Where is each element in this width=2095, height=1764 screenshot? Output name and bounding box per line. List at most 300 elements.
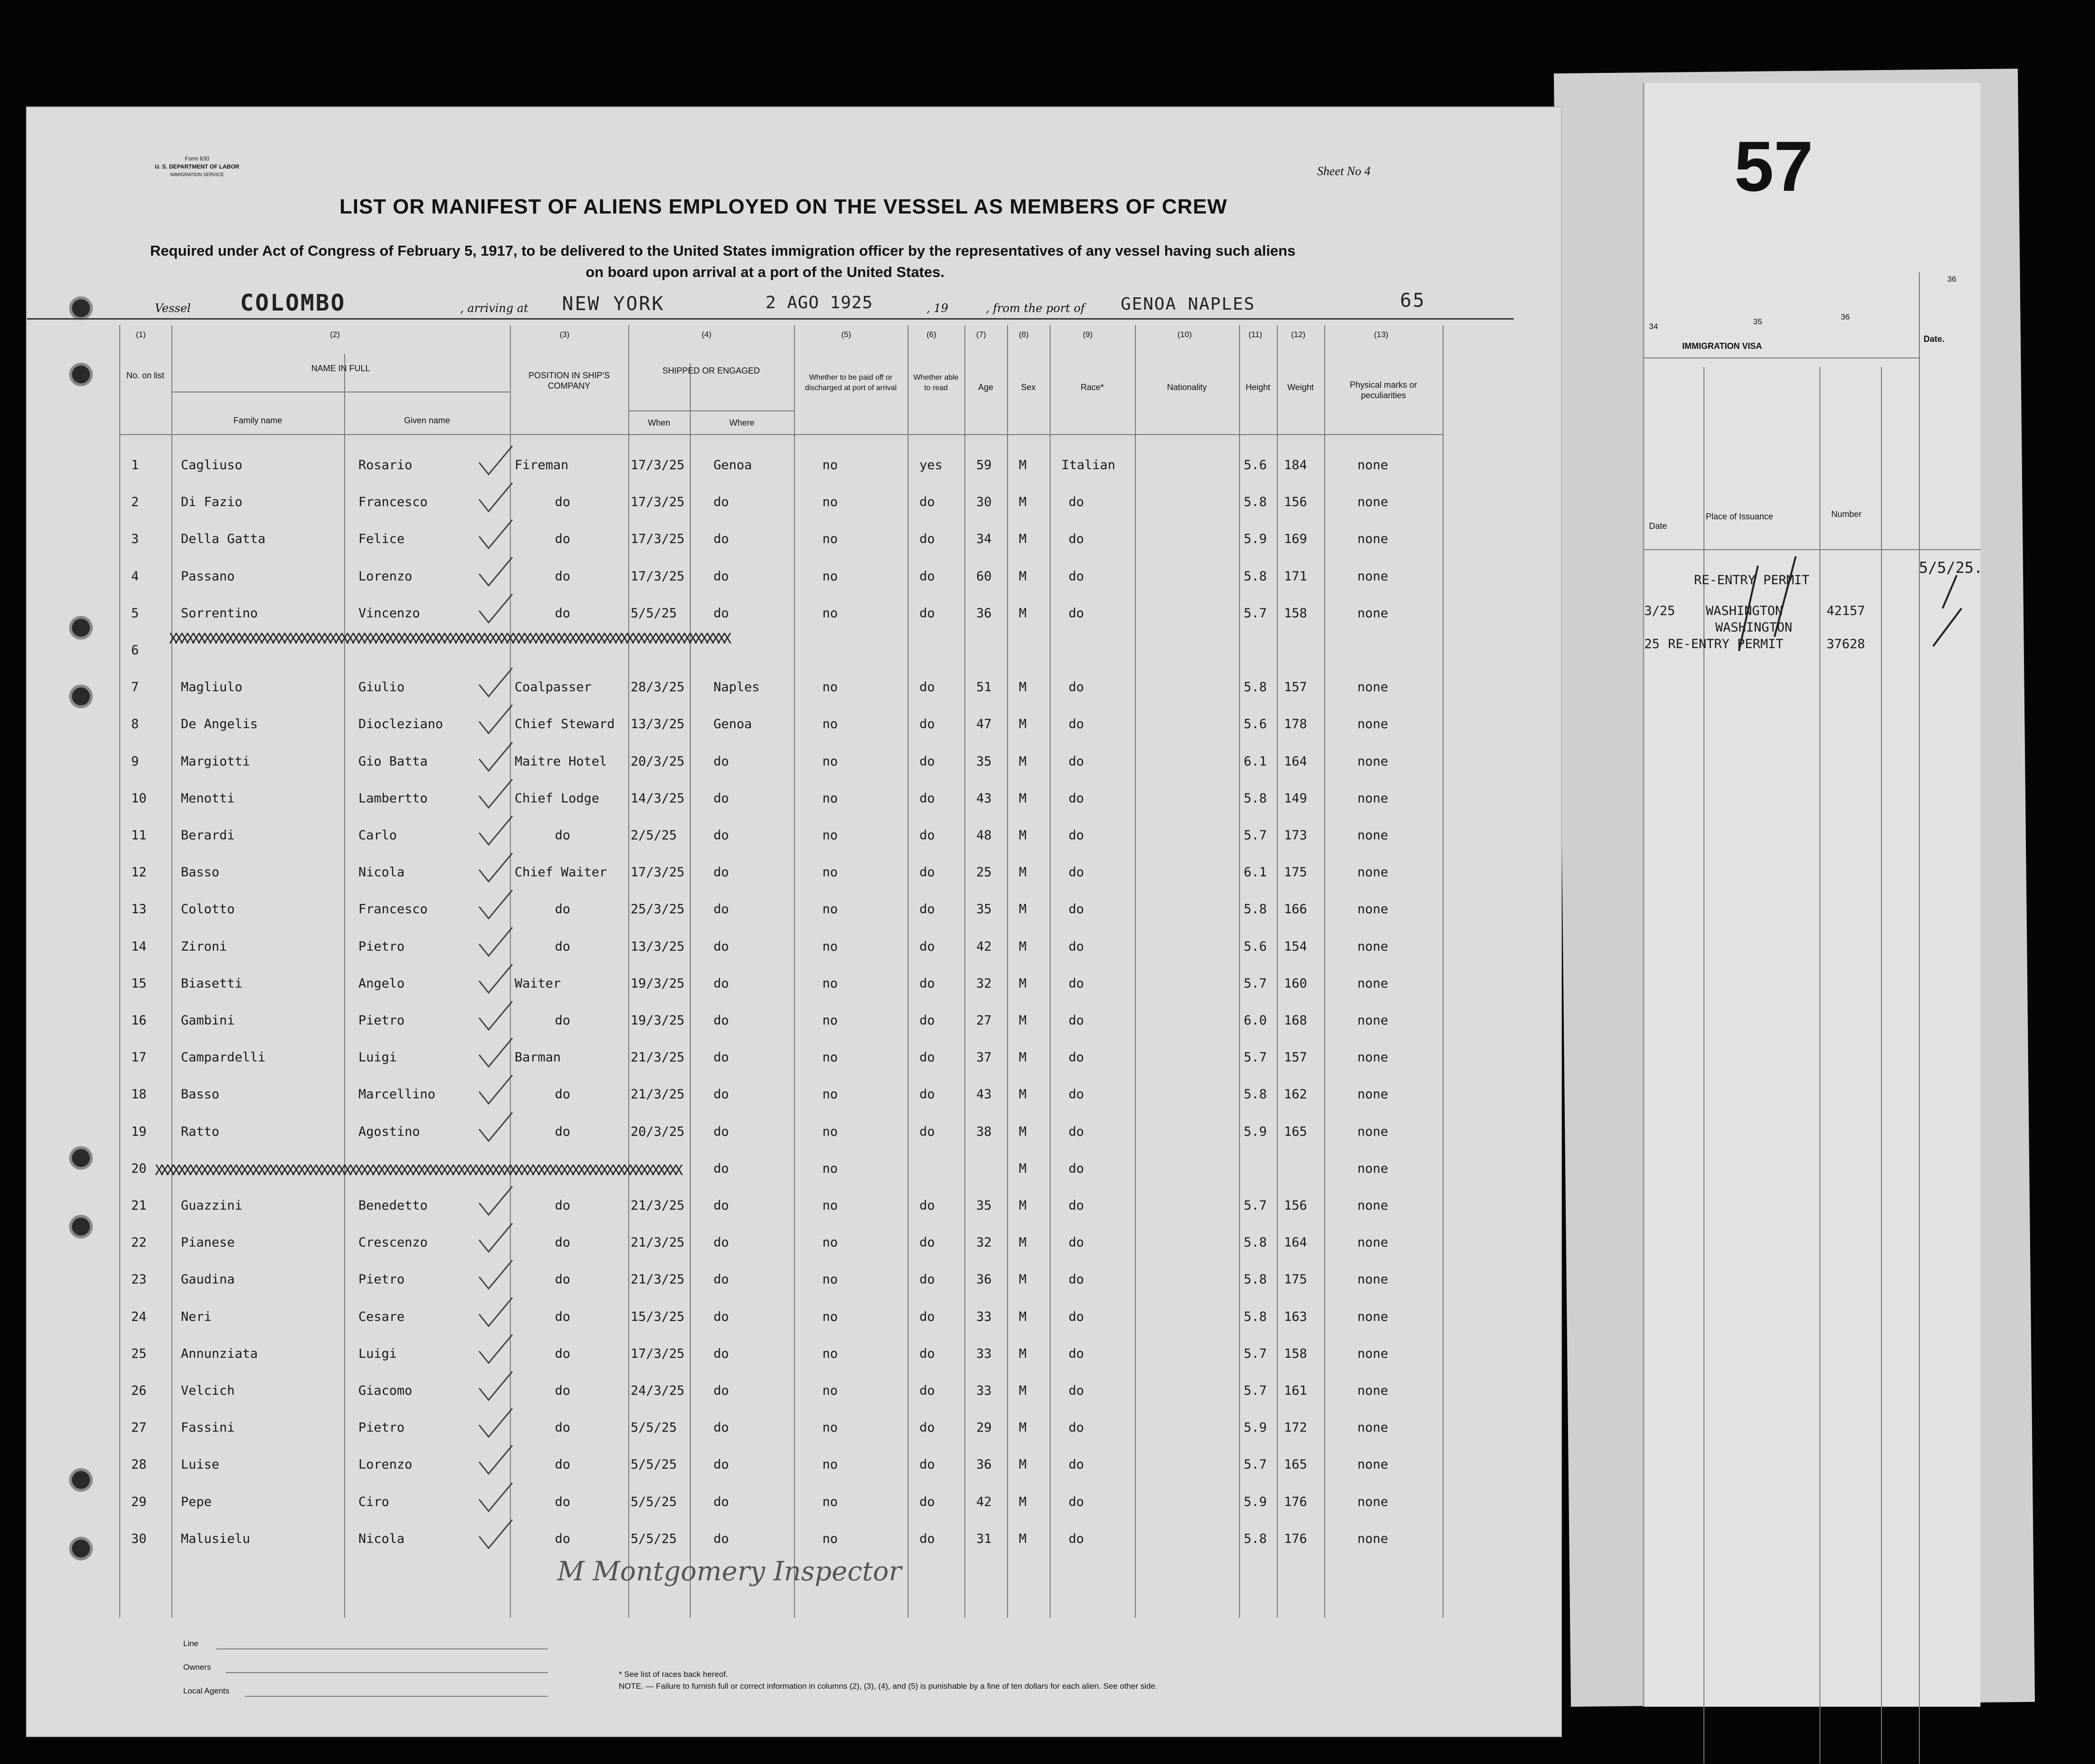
given-name: Luigi xyxy=(358,1346,397,1361)
row-number: 5 xyxy=(131,606,139,621)
family-name: Gambini xyxy=(181,1013,235,1028)
shipped-when: 19/3/25 xyxy=(631,976,685,991)
race: do xyxy=(1069,1309,1084,1324)
physical-marks: none xyxy=(1357,532,1389,547)
age: 31 xyxy=(976,1531,992,1546)
race: do xyxy=(1069,865,1084,880)
age: 37 xyxy=(976,1050,992,1065)
height: 5.9 xyxy=(1244,1494,1267,1509)
paid-off: no xyxy=(822,1161,838,1176)
sex: M xyxy=(1019,495,1027,510)
column-number: (1) xyxy=(136,330,146,339)
paid-off: no xyxy=(822,976,838,991)
col-36b-label: 36 xyxy=(1947,275,1956,284)
family-name: Biasetti xyxy=(181,976,243,991)
weight: 176 xyxy=(1284,1494,1307,1509)
race: do xyxy=(1069,828,1084,843)
checkmark-icon xyxy=(477,1295,515,1328)
weight: 172 xyxy=(1284,1420,1307,1435)
shipped-where: Naples xyxy=(713,680,760,695)
shipped-where: do xyxy=(713,569,729,584)
able-to-read: do xyxy=(919,939,935,954)
race: do xyxy=(1069,606,1084,621)
paid-off: no xyxy=(822,1013,838,1028)
sex: M xyxy=(1019,1198,1027,1213)
checkmark-icon xyxy=(477,1517,515,1550)
subtitle-line-1: Required under Act of Congress of February 5, 1917, to be delivered to the United States immigration officer by the representatives of any vessel having such aliens xyxy=(150,242,1296,259)
height: 5.8 xyxy=(1244,569,1267,584)
height: 5.8 xyxy=(1244,902,1267,917)
family-name: Campardelli xyxy=(181,1050,266,1065)
shipped-where: do xyxy=(713,1494,729,1509)
able-to-read: do xyxy=(919,532,935,547)
position: Chief Lodge xyxy=(515,791,599,806)
row-number: 14 xyxy=(131,939,147,954)
height: 5.7 xyxy=(1244,976,1267,991)
given-name: Carlo xyxy=(358,828,397,843)
sex: M xyxy=(1019,569,1027,584)
shipped-when: 20/3/25 xyxy=(631,1124,685,1139)
position: Fireman xyxy=(515,458,569,472)
checkmark-icon xyxy=(477,851,515,884)
height: 5.7 xyxy=(1244,1198,1267,1213)
height: 5.9 xyxy=(1244,532,1267,547)
shipped-when: 21/3/25 xyxy=(631,1272,685,1287)
header-when: When xyxy=(648,418,670,428)
given-name: Pietro xyxy=(358,1420,405,1435)
shipped-where: do xyxy=(713,1198,729,1213)
physical-marks: none xyxy=(1357,606,1389,621)
sex: M xyxy=(1019,1457,1027,1472)
family-name: Pepe xyxy=(181,1494,212,1509)
physical-marks: none xyxy=(1357,1198,1389,1213)
punch-hole xyxy=(72,299,90,317)
weight: 161 xyxy=(1284,1383,1307,1398)
paid-off: no xyxy=(822,939,838,954)
shipped-when: 21/3/25 xyxy=(631,1235,685,1250)
shipped-when: 14/3/25 xyxy=(631,791,685,806)
family-name: Basso xyxy=(181,865,220,880)
position: do xyxy=(555,1124,571,1139)
age: 42 xyxy=(976,1494,992,1509)
physical-marks: none xyxy=(1357,1124,1389,1139)
footer-line-label: Line xyxy=(183,1639,199,1648)
shipped-where: do xyxy=(713,865,729,880)
sex: M xyxy=(1019,458,1027,472)
sex: M xyxy=(1019,791,1027,806)
row-number: 9 xyxy=(131,754,139,769)
physical-marks: none xyxy=(1357,865,1389,880)
physical-marks: none xyxy=(1357,1161,1389,1176)
visa-checkmarks xyxy=(1729,556,1976,660)
shipped-when: 5/5/25 xyxy=(631,1531,677,1546)
family-name: Di Fazio xyxy=(181,495,243,510)
checkmark-icon xyxy=(477,1369,515,1402)
shipped-when: 15/3/25 xyxy=(631,1309,685,1324)
weight: 163 xyxy=(1284,1309,1307,1324)
physical-marks: none xyxy=(1357,1087,1389,1102)
race: do xyxy=(1069,1124,1084,1139)
row-number: 17 xyxy=(131,1050,147,1065)
physical-marks: none xyxy=(1357,1531,1389,1546)
header-position: POSITION IN SHIP'S COMPANY xyxy=(528,371,610,391)
family-name: Pianese xyxy=(181,1235,235,1250)
race: do xyxy=(1069,1346,1084,1361)
family-name: De Angelis xyxy=(181,717,258,732)
age: 30 xyxy=(976,495,992,510)
shipped-when: 13/3/25 xyxy=(631,717,685,732)
weight: 160 xyxy=(1284,976,1307,991)
position: do xyxy=(555,606,571,621)
height: 5.8 xyxy=(1244,1235,1267,1250)
paid-off: no xyxy=(822,458,838,472)
physical-marks: none xyxy=(1357,1420,1389,1435)
family-name: Menotti xyxy=(181,791,235,806)
header-age: Age xyxy=(978,383,994,392)
paid-off: no xyxy=(822,1494,838,1509)
able-to-read: do xyxy=(919,717,935,732)
physical-marks: none xyxy=(1357,495,1389,510)
paid-off: no xyxy=(822,1420,838,1435)
row-number: 29 xyxy=(131,1494,147,1509)
sex: M xyxy=(1019,1346,1027,1361)
checkmark-icon xyxy=(477,777,515,810)
given-name: Benedetto xyxy=(358,1198,428,1213)
age: 51 xyxy=(976,680,992,695)
form-block xyxy=(155,155,239,179)
height: 5.7 xyxy=(1244,1346,1267,1361)
able-to-read: do xyxy=(919,1420,935,1435)
shipped-where: Genoa xyxy=(713,717,752,732)
checkmark-icon xyxy=(477,517,515,551)
height: 5.6 xyxy=(1244,458,1267,472)
given-name: Francesco xyxy=(358,495,428,510)
height: 5.8 xyxy=(1244,1087,1267,1102)
paid-off: no xyxy=(822,828,838,843)
checkmark-icon xyxy=(477,1221,515,1254)
header-sex: Sex xyxy=(1021,383,1036,392)
footer-owners-label: Owners xyxy=(183,1663,211,1672)
sex: M xyxy=(1019,1309,1027,1324)
shipped-when: 24/3/25 xyxy=(631,1383,685,1398)
physical-marks: none xyxy=(1357,1457,1389,1472)
sex: M xyxy=(1019,532,1027,547)
physical-marks: none xyxy=(1357,902,1389,917)
shipped-where: do xyxy=(713,1383,729,1398)
header-weight: Weight xyxy=(1287,383,1314,392)
position: do xyxy=(555,1420,571,1435)
race: do xyxy=(1069,1198,1084,1213)
shipped-when: 17/3/25 xyxy=(631,495,685,510)
header-family-name: Family name xyxy=(233,416,283,425)
age: 36 xyxy=(976,1457,992,1472)
height: 6.0 xyxy=(1244,1013,1267,1028)
col-36-label: 36 xyxy=(1841,312,1850,321)
department: U. S. DEPARTMENT OF LABOR xyxy=(155,163,240,170)
checkmark-icon xyxy=(477,1332,515,1365)
given-name: Lorenzo xyxy=(358,569,412,584)
col-35-label: 35 xyxy=(1753,317,1762,326)
row-number: 7 xyxy=(131,680,139,695)
height: 5.7 xyxy=(1244,1383,1267,1398)
shipped-where: do xyxy=(713,1124,729,1139)
age: 48 xyxy=(976,828,992,843)
checkmark-icon xyxy=(477,925,515,958)
given-name: Angelo xyxy=(358,976,405,991)
race: do xyxy=(1069,791,1084,806)
shipped-when: 17/3/25 xyxy=(631,1346,685,1361)
header-able-to-read: Whether able to read xyxy=(913,374,959,392)
height: 5.9 xyxy=(1244,1420,1267,1435)
visa-entry-number: 37628 xyxy=(1827,637,1865,651)
weight: 154 xyxy=(1284,939,1307,954)
header-where: Where xyxy=(729,418,755,428)
visa-entry-date: 25 xyxy=(1644,637,1660,651)
race: do xyxy=(1069,754,1084,769)
shipped-when: 28/3/25 xyxy=(631,680,685,695)
shipped-where: do xyxy=(713,1420,729,1435)
given-name: Diocleziano xyxy=(358,717,443,732)
checkmark-icon xyxy=(477,1184,515,1217)
family-name: Zironi xyxy=(181,939,227,954)
shipped-where: Genoa xyxy=(713,458,752,472)
footer-local-agents-label: Local Agents xyxy=(183,1686,230,1695)
height: 5.8 xyxy=(1244,1309,1267,1324)
given-name: Felice xyxy=(358,532,405,547)
weight: 166 xyxy=(1284,902,1307,917)
header-race: Race* xyxy=(1080,383,1104,392)
weight: 173 xyxy=(1284,828,1307,843)
sex: M xyxy=(1019,754,1027,769)
physical-marks: none xyxy=(1357,569,1389,584)
weight: 158 xyxy=(1284,1346,1307,1361)
weight: 157 xyxy=(1284,680,1307,695)
column-number: (4) xyxy=(702,330,712,339)
physical-marks: none xyxy=(1357,1346,1389,1361)
shipped-where: do xyxy=(713,754,729,769)
given-name: Pietro xyxy=(358,1272,405,1287)
weight: 178 xyxy=(1284,717,1307,732)
sex: M xyxy=(1019,606,1027,621)
date-heading-right: Date. xyxy=(1924,334,1945,344)
age: 43 xyxy=(976,791,992,806)
able-to-read: do xyxy=(919,1198,935,1213)
family-name: Della Gatta xyxy=(181,532,266,547)
manifest-sheet xyxy=(26,107,1562,1737)
row-number: 15 xyxy=(131,976,147,991)
position: do xyxy=(555,1494,571,1509)
given-name: Cesare xyxy=(358,1309,405,1324)
age: 33 xyxy=(976,1346,992,1361)
physical-marks: none xyxy=(1357,1050,1389,1065)
able-to-read: do xyxy=(919,495,935,510)
punch-hole xyxy=(72,365,90,383)
shipped-when: 21/3/25 xyxy=(631,1050,685,1065)
row-number: 24 xyxy=(131,1309,147,1324)
vessel-label: Vessel xyxy=(155,302,191,315)
visa-far-date: 5/5/25. xyxy=(1919,559,1983,577)
paid-off: no xyxy=(822,1272,838,1287)
height: 6.1 xyxy=(1244,865,1267,880)
race: do xyxy=(1069,569,1084,584)
age: 35 xyxy=(976,1198,992,1213)
weight: 162 xyxy=(1284,1087,1307,1102)
row-number: 10 xyxy=(131,791,147,806)
age: 47 xyxy=(976,717,992,732)
sex: M xyxy=(1019,1235,1027,1250)
paid-off: no xyxy=(822,1050,838,1065)
shipped-when: 5/5/25 xyxy=(631,1420,677,1435)
race: Italian xyxy=(1061,458,1115,472)
position: Maitre Hotel xyxy=(515,754,607,769)
given-name: Ciro xyxy=(358,1494,390,1509)
paid-off: no xyxy=(822,1198,838,1213)
family-name: Cagliuso xyxy=(181,458,243,472)
height: 5.8 xyxy=(1244,1531,1267,1546)
race: do xyxy=(1069,1087,1084,1102)
paid-off: no xyxy=(822,680,838,695)
position: do xyxy=(555,1235,571,1250)
able-to-read: do xyxy=(919,1124,935,1139)
physical-marks: none xyxy=(1357,1383,1389,1398)
paid-off: no xyxy=(822,569,838,584)
age: 36 xyxy=(976,606,992,621)
race: do xyxy=(1069,1457,1084,1472)
row-number: 22 xyxy=(131,1235,147,1250)
able-to-read: do xyxy=(919,1531,935,1546)
family-name: Basso xyxy=(181,1087,220,1102)
sheet-number: Sheet No 4 xyxy=(1317,164,1371,178)
race: do xyxy=(1069,717,1084,732)
sex: M xyxy=(1019,902,1027,917)
row-number: 23 xyxy=(131,1272,147,1287)
sex: M xyxy=(1019,939,1027,954)
paid-off: no xyxy=(822,1124,838,1139)
punch-hole xyxy=(72,1149,90,1167)
row-number: 16 xyxy=(131,1013,147,1028)
age: 43 xyxy=(976,1087,992,1102)
able-to-read: do xyxy=(919,865,935,880)
checkmark-icon xyxy=(477,1110,515,1143)
column-number: (5) xyxy=(841,330,851,339)
checkmark-icon xyxy=(477,1258,515,1291)
shipped-where: do xyxy=(713,1087,729,1102)
age: 33 xyxy=(976,1383,992,1398)
shipped-where: do xyxy=(713,939,729,954)
row-number: 30 xyxy=(131,1531,147,1546)
row-number: 3 xyxy=(131,532,139,547)
position: Waiter xyxy=(515,976,561,991)
race: do xyxy=(1069,1161,1084,1176)
checkmark-icon xyxy=(477,962,515,995)
age: 34 xyxy=(976,532,992,547)
paid-off: no xyxy=(822,1087,838,1102)
weight: 164 xyxy=(1284,754,1307,769)
sex: M xyxy=(1019,1420,1027,1435)
paid-off: no xyxy=(822,532,838,547)
column-number: (6) xyxy=(927,330,936,339)
position: Coalpasser xyxy=(515,680,592,695)
physical-marks: none xyxy=(1357,939,1389,954)
arrival-date: 2 AGO 1925 xyxy=(766,293,873,312)
physical-marks: none xyxy=(1357,1494,1389,1509)
family-name: Guazzini xyxy=(181,1198,243,1213)
checkmark-icon xyxy=(477,888,515,921)
paid-off: no xyxy=(822,754,838,769)
checkmark-icon xyxy=(477,999,515,1032)
weight: 169 xyxy=(1284,532,1307,547)
shipped-where: do xyxy=(713,828,729,843)
column-number: (12) xyxy=(1291,330,1306,339)
row-number: 1 xyxy=(131,458,139,472)
paid-off: no xyxy=(822,606,838,621)
sex: M xyxy=(1019,1050,1027,1065)
position: do xyxy=(555,1346,571,1361)
age: 60 xyxy=(976,569,992,584)
given-name: Marcellino xyxy=(358,1087,436,1102)
column-number: (11) xyxy=(1248,330,1262,339)
sex: M xyxy=(1019,1383,1027,1398)
height: 5.6 xyxy=(1244,717,1267,732)
struck-row-6: XXXXXXXXXXXXXXXXXXXXXXXXXXXXXXXXXXXXXXXXXXXXXXXXXXXXXXXXXXXXXXXXXXXXXXXXXXXXXXXXXXXXXXXXXXXXXXXXXX xyxy=(169,631,729,647)
column-number: (9) xyxy=(1083,330,1093,339)
paid-off: no xyxy=(822,717,838,732)
row-number: 12 xyxy=(131,865,147,880)
row-number: 6 xyxy=(131,643,139,658)
checkmark-icon xyxy=(477,1480,515,1514)
weight: 175 xyxy=(1284,1272,1307,1287)
position: do xyxy=(555,1272,571,1287)
shipped-when: 21/3/25 xyxy=(631,1087,685,1102)
checkmark-icon xyxy=(477,1406,515,1439)
footer-race-note: * See list of races back hereof. xyxy=(619,1670,728,1679)
age: 33 xyxy=(976,1309,992,1324)
age: 29 xyxy=(976,1420,992,1435)
sex: M xyxy=(1019,1494,1027,1509)
page-number: 57 xyxy=(1734,126,1813,206)
manifest-title: LIST OR MANIFEST OF ALIENS EMPLOYED ON THE VESSEL AS MEMBERS OF CREW xyxy=(339,195,1228,218)
position: Barman xyxy=(515,1050,561,1065)
punch-hole xyxy=(72,1218,90,1236)
family-name: Annunziata xyxy=(181,1346,258,1361)
able-to-read: do xyxy=(919,1383,935,1398)
header-height: Height xyxy=(1245,383,1271,392)
shipped-where: do xyxy=(713,1272,729,1287)
position: do xyxy=(555,902,571,917)
shipped-where: do xyxy=(713,902,729,917)
row-number: 11 xyxy=(131,828,147,843)
able-to-read: do xyxy=(919,1013,935,1028)
able-to-read: do xyxy=(919,1087,935,1102)
height: 5.8 xyxy=(1244,791,1267,806)
family-name: Magliulo xyxy=(181,680,243,695)
able-to-read: do xyxy=(919,902,935,917)
position: do xyxy=(555,1457,571,1472)
checkmark-icon xyxy=(477,444,515,477)
able-to-read: do xyxy=(919,1235,935,1250)
able-to-read: do xyxy=(919,976,935,991)
family-name: Sorrentino xyxy=(181,606,258,621)
visa-entry-place: WASHINGTON xyxy=(1706,604,1783,618)
shipped-where: do xyxy=(713,1457,729,1472)
race: do xyxy=(1069,939,1084,954)
row-number: 19 xyxy=(131,1124,147,1139)
race: do xyxy=(1069,1013,1084,1028)
sex: M xyxy=(1019,680,1027,695)
able-to-read: do xyxy=(919,1494,935,1509)
physical-marks: none xyxy=(1357,717,1389,732)
given-name: Pietro xyxy=(358,1013,405,1028)
